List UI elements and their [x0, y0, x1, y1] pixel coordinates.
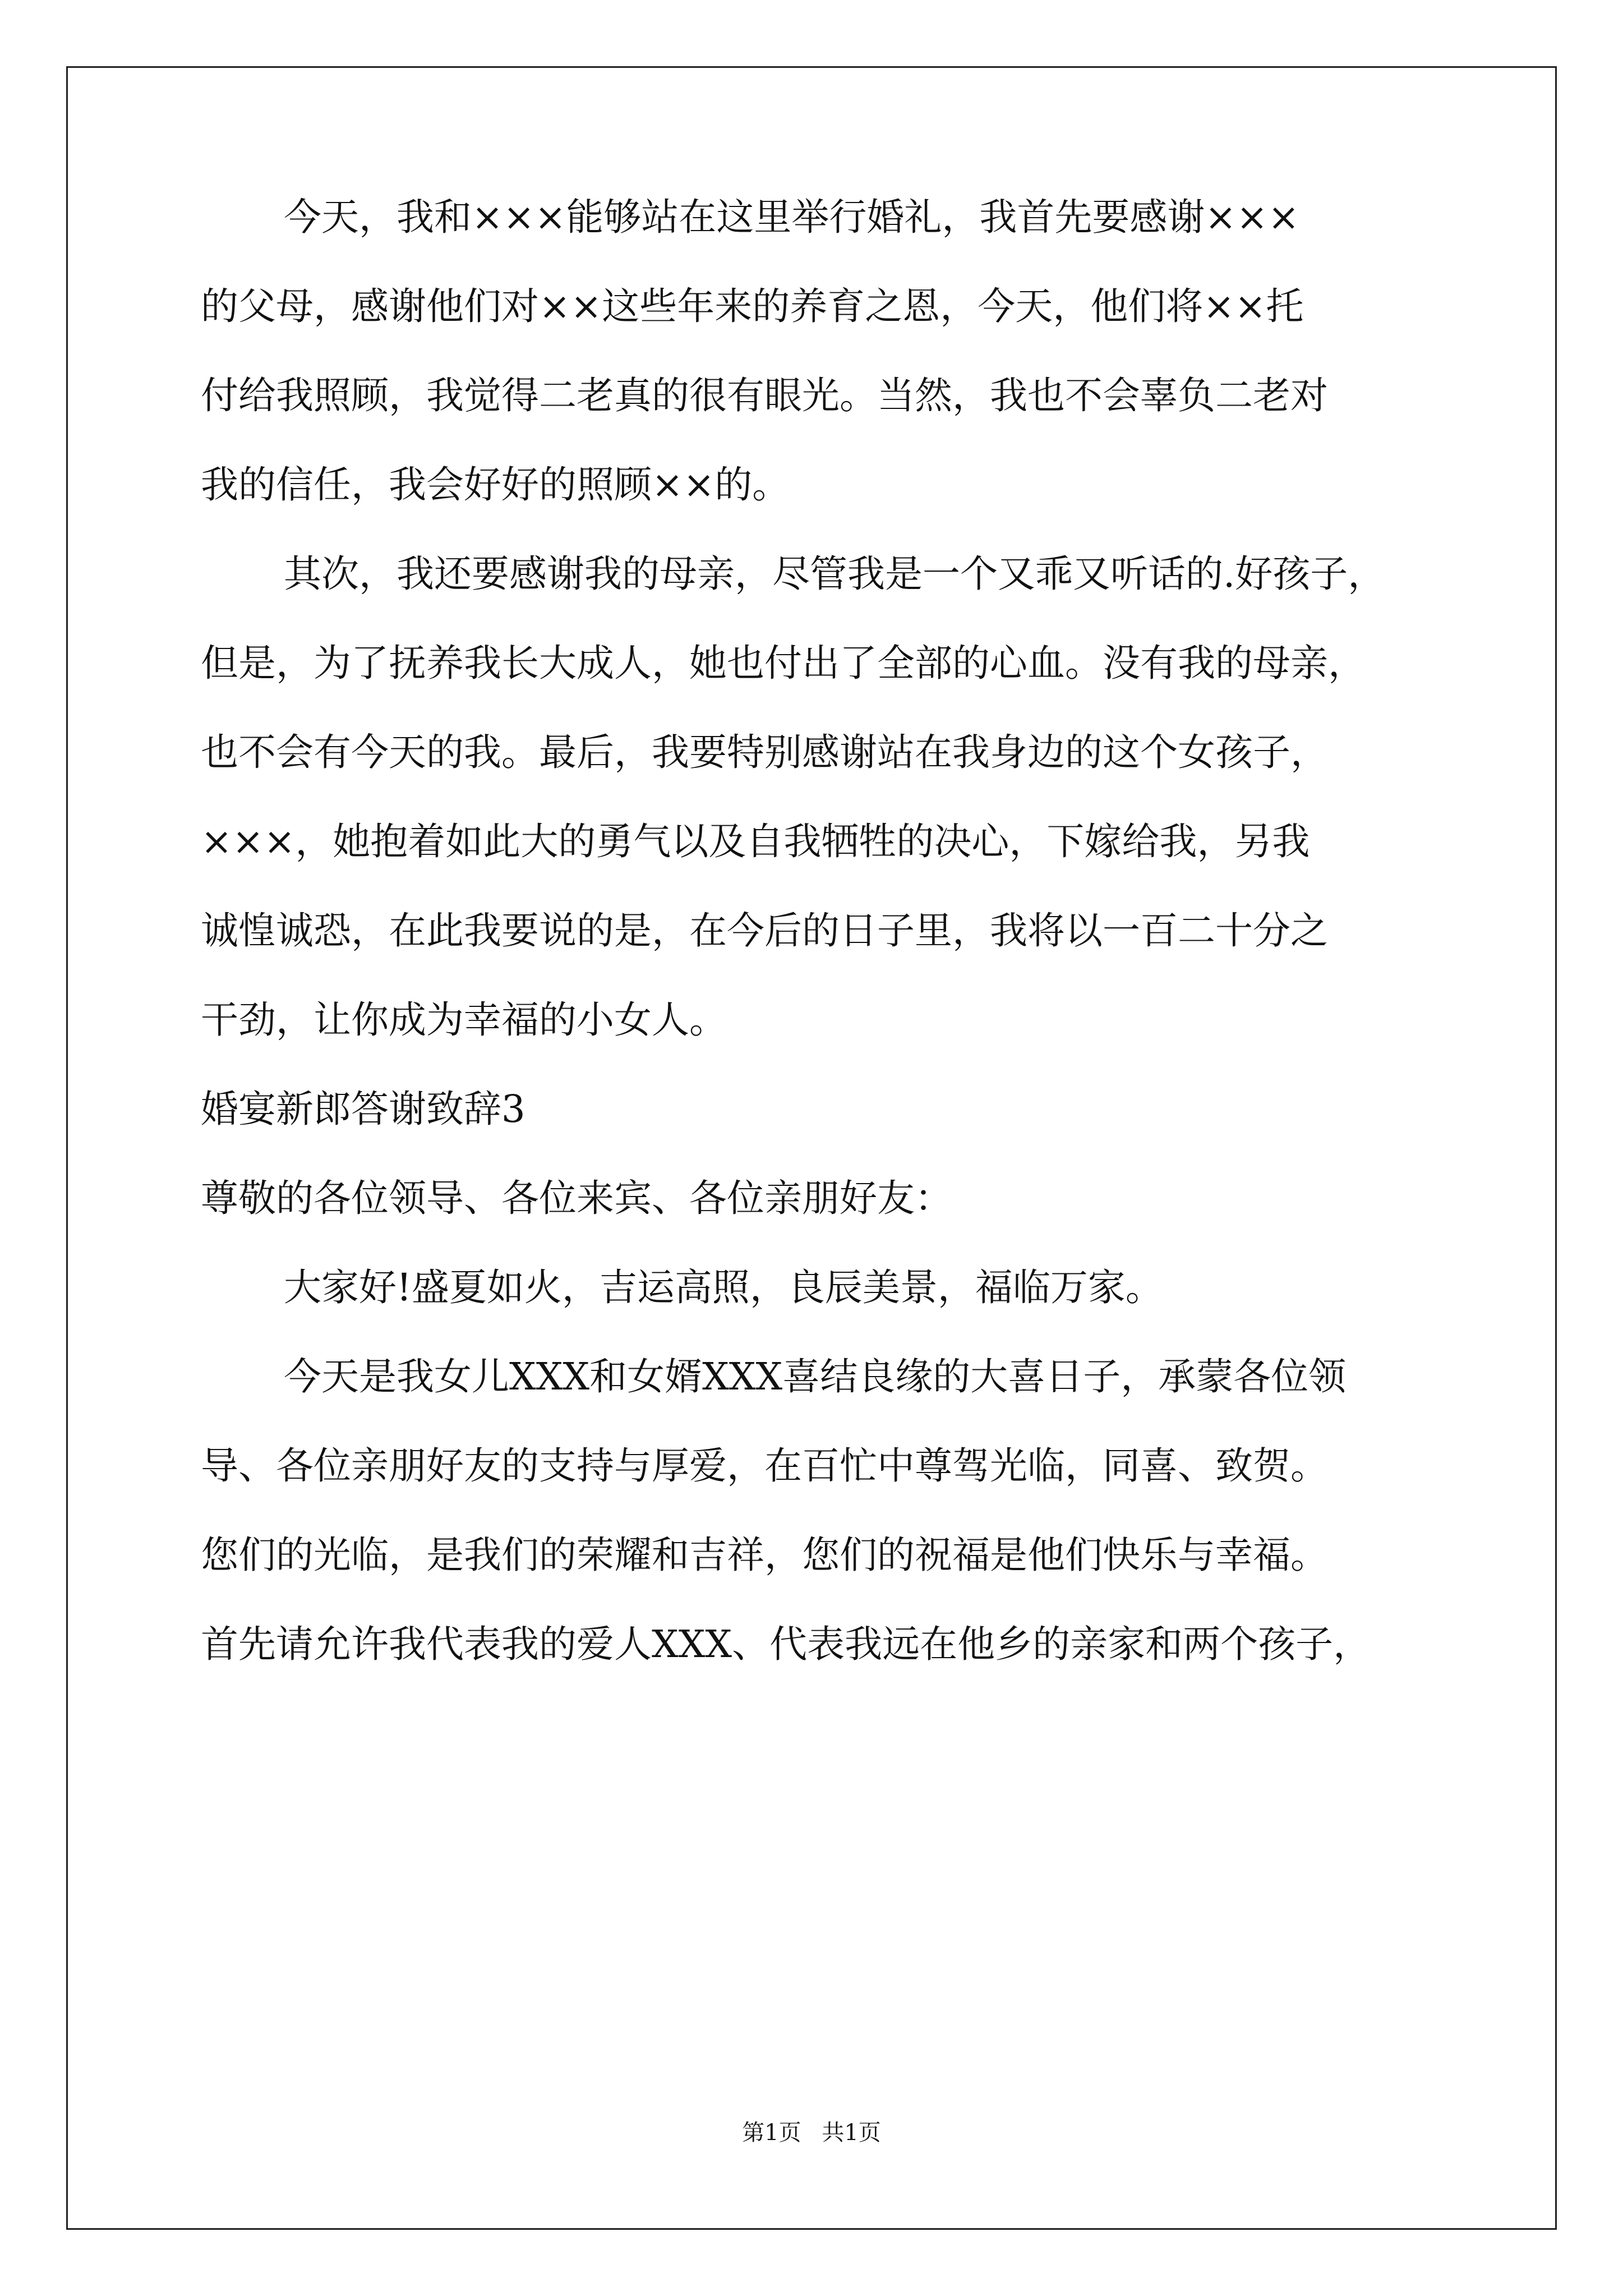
text-line: 今天，我和×××能够站在这里举行婚礼，我首先要感谢×××	[284, 195, 1299, 239]
text-line: 付给我照顾，我觉得二老真的很有眼光。当然，我也不会辜负二老对	[201, 374, 1328, 417]
text-line: 导、各位亲朋好友的支持与厚爱，在百忙中尊驾光临，同喜、致贺。	[201, 1444, 1328, 1488]
page-total: 共1页	[822, 2120, 881, 2146]
text-line: ×××，她抱着如此大的勇气以及自我牺牲的决心，下嫁给我，另我	[201, 820, 1310, 863]
text-line: 其次，我还要感谢我的母亲，尽管我是一个又乖又听话的.好孩子，	[284, 552, 1386, 596]
text-line: 今天是我女儿XXX和女婿XXX喜结良缘的大喜日子，承蒙各位领	[284, 1355, 1347, 1398]
text-line: 您们的光临，是我们的荣耀和吉祥，您们的祝福是他们快乐与幸福。	[201, 1533, 1328, 1577]
page-number: 第1页	[742, 2120, 801, 2146]
text-line: 我的信任，我会好好的照顾××的。	[201, 463, 790, 507]
text-line: 首先请允许我代表我的爱人XXX、代表我远在他乡的亲家和两个孩子，	[201, 1622, 1371, 1666]
text-line: 大家好!盛夏如火，吉运高照，良辰美景，福临万家。	[284, 1266, 1163, 1309]
text-line: 干劲，让你成为幸福的小女人。	[201, 998, 727, 1042]
text-line: 诚惶诚恐，在此我要说的是，在今后的日子里，我将以一百二十分之	[201, 909, 1328, 953]
text-line: 但是，为了抚养我长大成人，她也付出了全部的心血。没有我的母亲，	[201, 641, 1366, 685]
page-footer	[0, 2115, 1623, 2147]
text-line: 也不会有今天的我。最后，我要特别感谢站在我身边的这个女孩子，	[201, 730, 1328, 774]
text-line: 的父母，感谢他们对××这些年来的养育之恩，今天，他们将××托	[201, 284, 1304, 328]
section-heading: 婚宴新郎答谢致辞3	[201, 1087, 525, 1131]
salutation: 尊敬的各位领导、各位来宾、各位亲朋好友：	[201, 1176, 952, 1220]
